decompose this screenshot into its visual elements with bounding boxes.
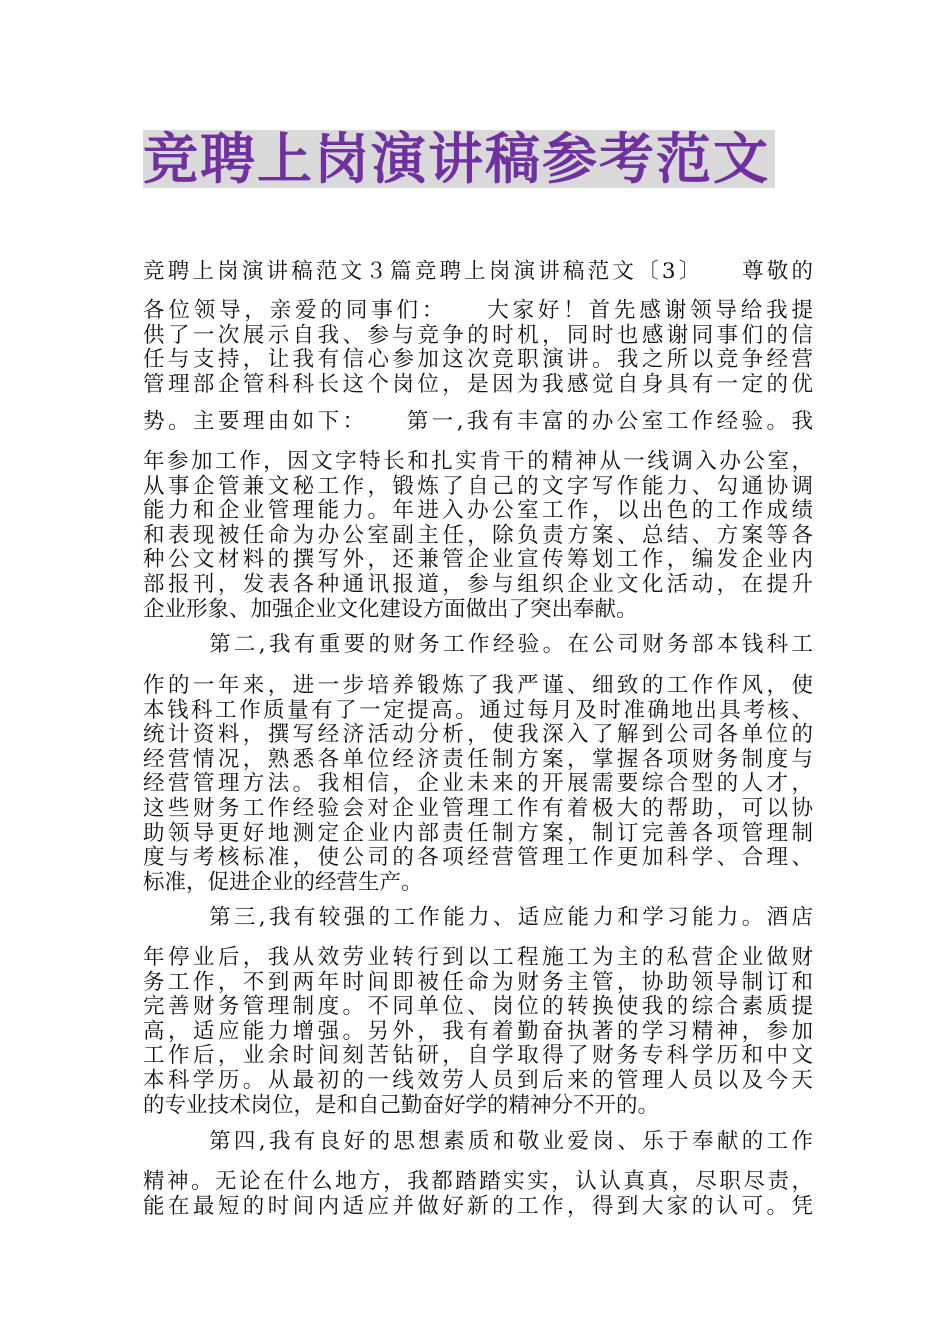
paragraph (143, 633, 813, 658)
paragraph (143, 906, 813, 931)
text-line: 能在最短的时间内适应并做好新的工作，得到大家的认可。凭 (143, 1193, 813, 1219)
paragraph (143, 299, 813, 397)
text-line: 本科学历。从最初的一线效劳人员到后来的管理人员以及今天 (143, 1067, 813, 1093)
paragraph (143, 1130, 813, 1155)
text-line: 和表现被任命为办公室副主任，除负责方案、总结、方案等各 (143, 522, 813, 548)
text-line: 种公文材料的撰写外，还兼管企业宣传筹划工作，编发企业内 (143, 547, 813, 573)
text-line: 第三,我有较强的工作能力、适应能力和学习能力。酒店 (209, 905, 813, 930)
text-line: 作的一年来，进一步培养锻炼了我严谨、细致的工作作风，使 (143, 673, 813, 698)
paragraph (143, 946, 813, 1118)
text-line: 年参加工作，因文字特长和扎实肯干的精神从一线调入办公室， (143, 449, 813, 474)
text-line: 度与考核标准，使公司的各项经营管理工作更加科学、合理、 (143, 845, 813, 871)
text-line: 的专业技术岗位，是和自己勤奋好学的精神分不开的。 (143, 1092, 660, 1118)
paragraph (143, 1170, 813, 1219)
text-line: 第二,我有重要的财务工作经验。在公司财务部本钱科工 (209, 632, 813, 657)
text-line: 势。主要理由如下： 第一,我有丰富的办公室工作经验。我 (143, 409, 813, 434)
text-line: 工作后，业余时间刻苦钻研，自学取得了财务专科学历和中文 (143, 1043, 813, 1069)
paragraph (143, 674, 813, 895)
paragraph (143, 260, 813, 285)
text-line: 高，适应能力增强。另外，我有着勤奋执著的学习精神，参加 (143, 1018, 813, 1044)
paragraph (143, 410, 813, 435)
text-line: 这些财务工作经验会对企业管理工作有着极大的帮助，可以协 (143, 795, 813, 821)
text-line: 部报刊，发表各种通讯报道，参与组织企业文化活动，在提升 (143, 571, 813, 597)
text-line: 完善财务管理制度。不同单位、岗位的转换使我的综合素质提 (143, 994, 813, 1020)
text-line: 供了一次展示自我、参与竞争的时机，同时也感谢同事们的信 (143, 322, 813, 348)
title-highlight (143, 127, 775, 191)
text-line: 标准，促进企业的经营生产。 (143, 869, 423, 895)
text-line: 能力和企业管理能力。年进入办公室工作，以出色的工作成绩 (143, 498, 813, 524)
text-line: 助领导更好地测定企业内部责任制方案，制订完善各项管理制 (143, 820, 813, 846)
text-line: 经营管理方法。我相信，企业未来的开展需要综合型的人才， (143, 771, 813, 797)
text-line: 统计资料，撰写经济活动分析，使我深入了解到公司各单位的 (143, 722, 813, 748)
text-line: 管理部企管科科长这个岗位，是因为我感觉自身具有一定的优 (143, 371, 813, 397)
text-line: 任与支持，让我有信心参加这次竞职演讲。我之所以竞争经营 (143, 347, 813, 373)
text-line: 经营情况，熟悉各单位经济责任制方案，掌握各项财务制度与 (143, 746, 813, 772)
text-line: 精神。无论在什么地方，我都踏踏实实，认认真真，尽职尽责， (143, 1169, 813, 1194)
text-line: 第四,我有良好的思想素质和敬业爱岗、乐于奉献的工作 (209, 1129, 813, 1154)
text-line: 从事企管兼文秘工作，锻炼了自己的文字写作能力、勾通协调 (143, 473, 813, 499)
text-line: 年停业后，我从效劳业转行到以工程施工为主的私营企业做财 (143, 945, 813, 970)
text-line: 竞聘上岗演讲稿范文３篇竞聘上岗演讲稿范文〔3〕 尊敬的 (143, 259, 813, 284)
paragraph (143, 450, 813, 622)
page-title: 竞聘上岗演讲稿参考范文 (143, 127, 771, 191)
text-line: 各位领导，亲爱的同事们： 大家好！首先感谢领导给我提 (143, 298, 813, 323)
text-line: 企业形象、加强企业文化建设方面做出了突出奉献。 (143, 596, 638, 622)
text-line: 本钱科工作质量有了一定提高。通过每月及时准确地出具考核、 (143, 697, 813, 723)
text-line: 务工作，不到两年时间即被任命为财务主管，协助领导制订和 (143, 969, 813, 995)
